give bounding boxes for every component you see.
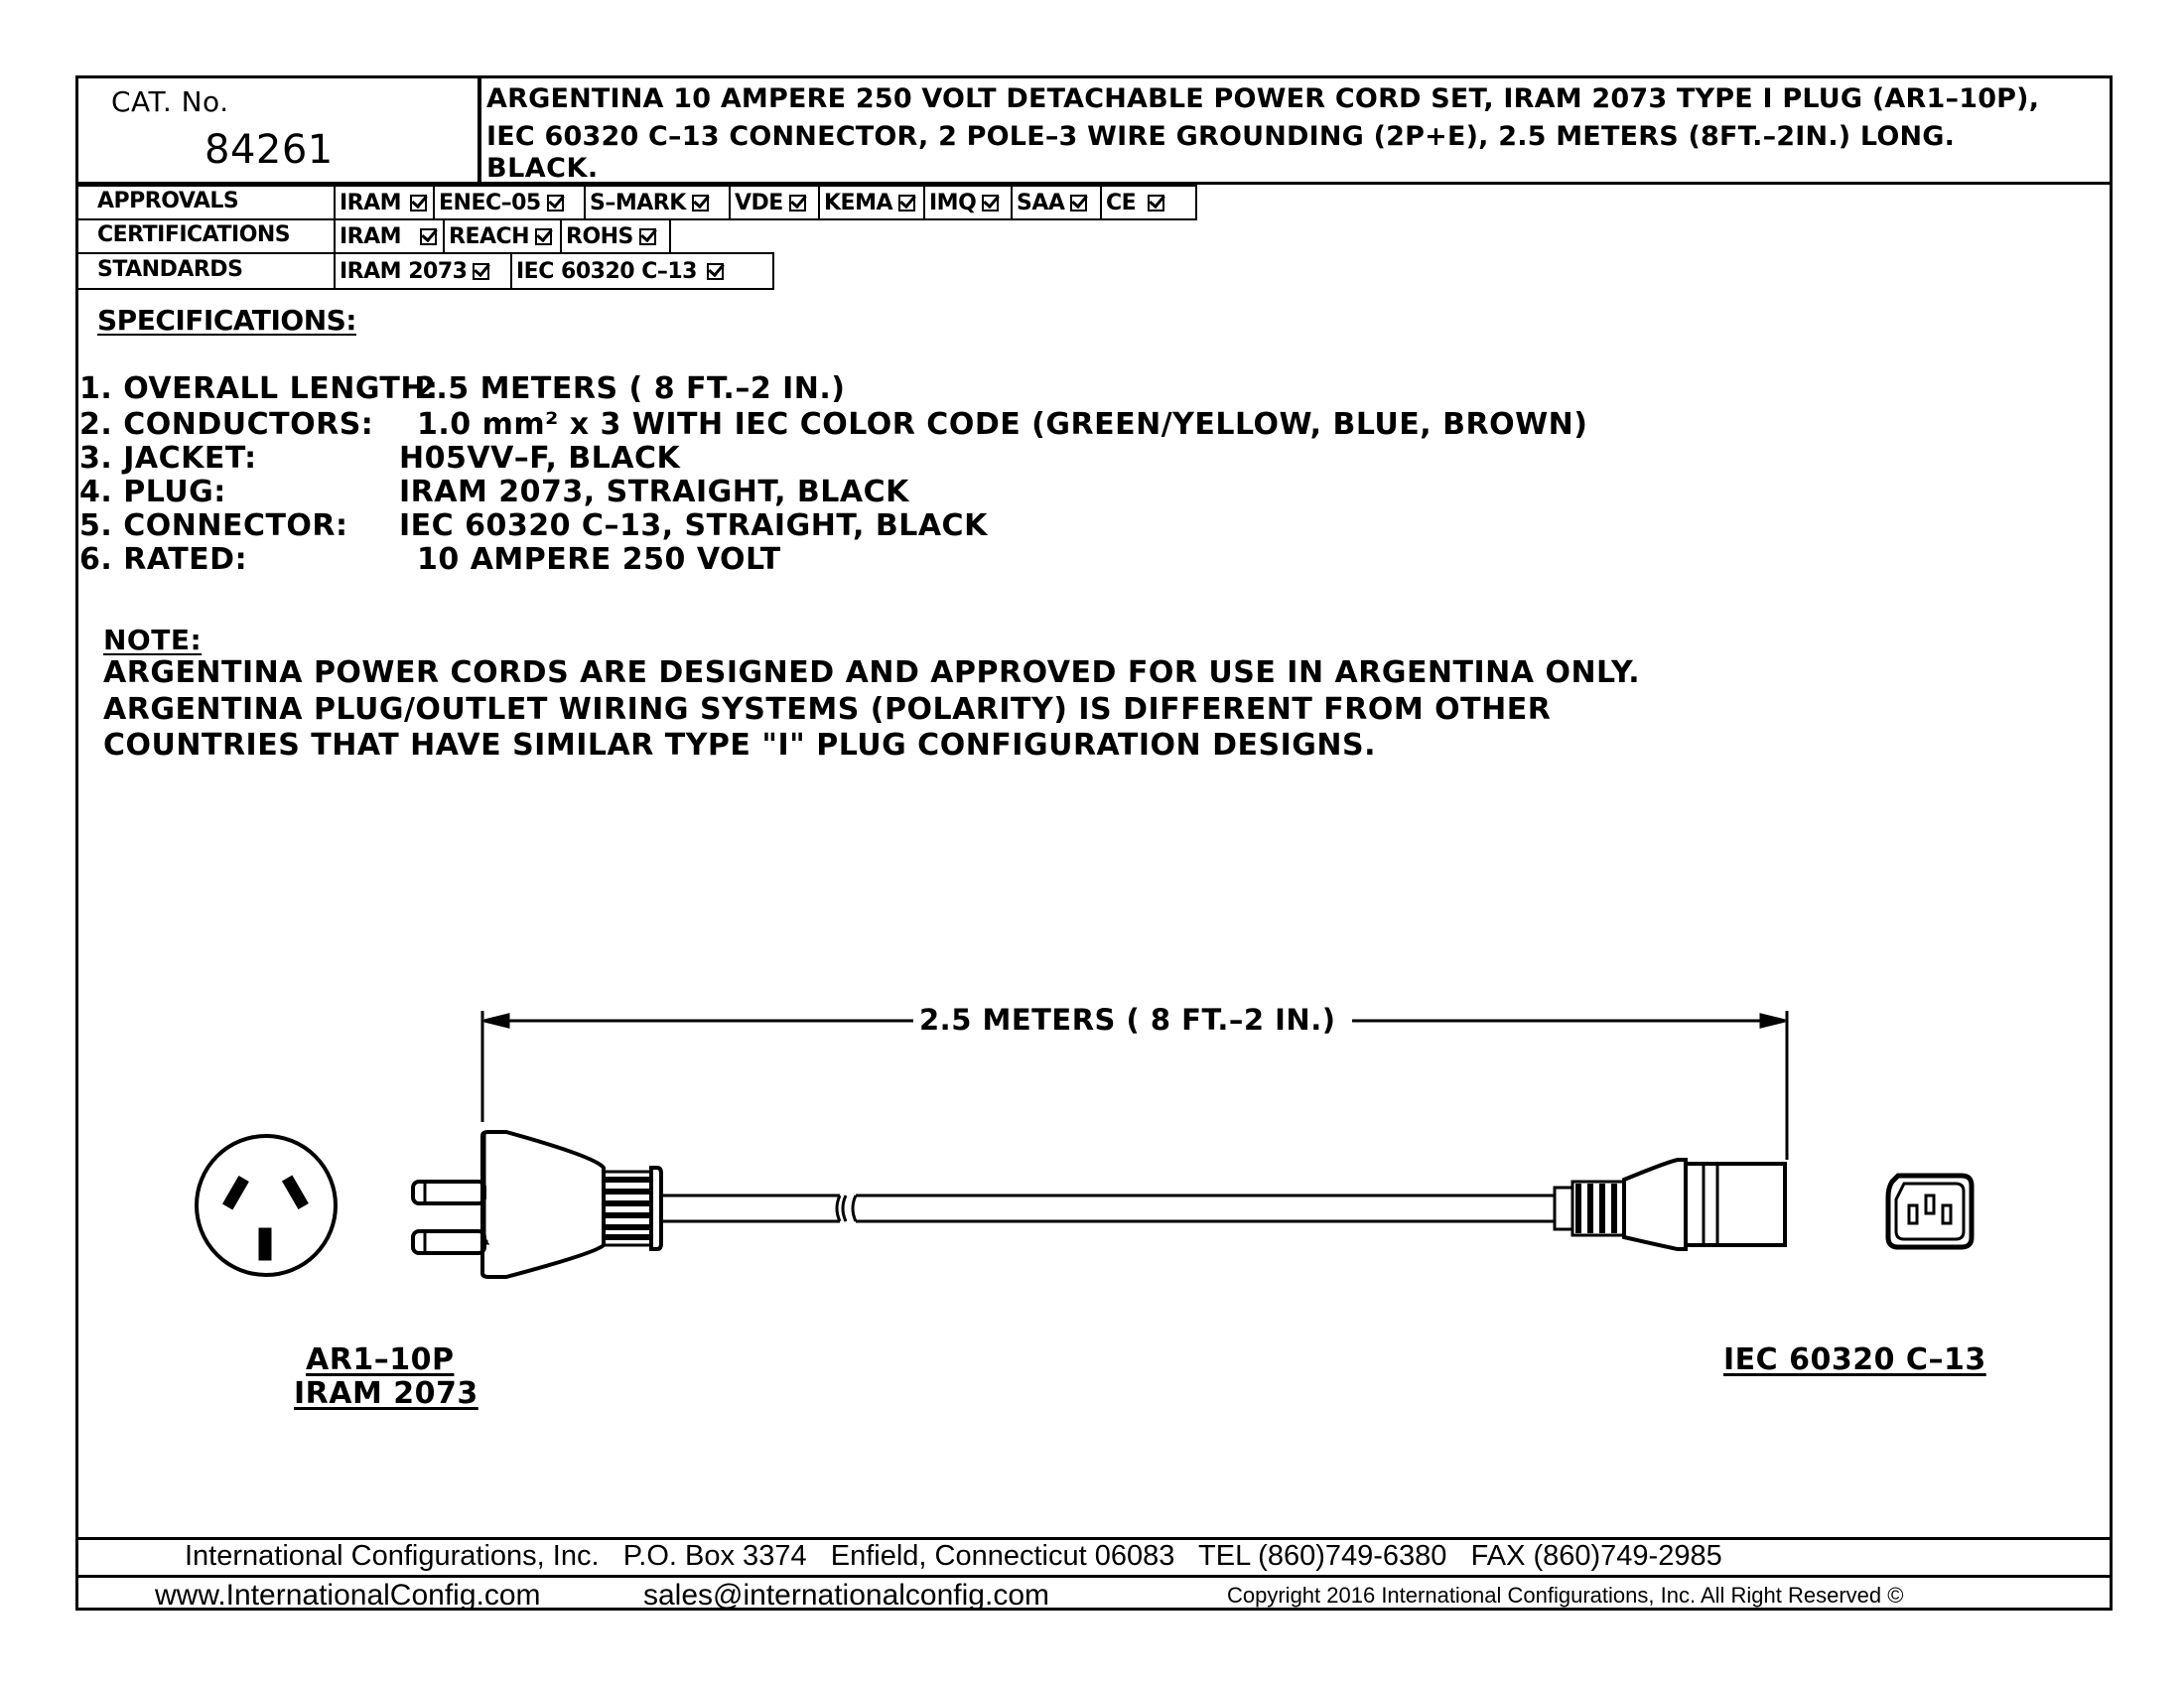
certification-iram: IRAM [336, 220, 445, 252]
approval-kema: KEMA [820, 187, 925, 218]
note-line: COUNTRIES THAT HAVE SIMILAR TYPE "I" PLUG CONFIGURATION DESIGNS. [103, 728, 1377, 763]
description-line-3: BLACK. [486, 153, 599, 184]
note-line: ARGENTINA PLUG/OUTLET WIRING SYSTEMS (POLARITY) IS DIFFERENT FROM OTHER [103, 692, 1552, 727]
standard-iec-60320: IEC 60320 C–13 [512, 254, 770, 288]
certification-rohs: ROHS [562, 220, 661, 252]
dimension-label: 2.5 METERS ( 8 FT.–2 IN.) [919, 1003, 1336, 1037]
spec-value: H05VV–F, BLACK [399, 441, 681, 476]
arrow-left-icon [484, 1015, 508, 1027]
connector-strain-relief [1555, 1188, 1572, 1229]
description-line-1: ARGENTINA 10 AMPERE 250 VOLT DETACHABLE POWER CORD SET, IRAM 2073 TYPE I PLUG (AR1–10P), [486, 83, 2040, 114]
spec-value: IEC 60320 C–13, STRAIGHT, BLACK [399, 508, 988, 543]
approval-ce: CE [1102, 187, 1191, 218]
specifications-title: SPECIFICATIONS: [97, 304, 356, 337]
connector-label: IEC 60320 C–13 [1723, 1342, 1986, 1377]
note-line: ARGENTINA POWER CORDS ARE DESIGNED AND APPROVED FOR USE IN ARGENTINA ONLY. [103, 655, 1641, 690]
spec-value: IRAM 2073, STRAIGHT, BLACK [399, 475, 909, 509]
certification-reach: REACH [445, 220, 562, 252]
spec-label: 2. CONDUCTORS: [79, 407, 374, 442]
approvals-label: APPROVALS [97, 189, 239, 213]
spec-value: 2.5 METERS ( 8 FT.–2 IN.) [415, 371, 846, 406]
standard-iram-2073: IRAM 2073 [336, 254, 512, 288]
footer-copyright: Copyright 2016 International Configurations, Inc. All Right Reserved © [1227, 1583, 1904, 1608]
approval-saa: SAA [1013, 187, 1102, 218]
approval-imq: IMQ [925, 187, 1013, 218]
spec-label: 4. PLUG: [79, 475, 226, 509]
approval-vde: VDE [731, 187, 820, 218]
spec-value: 1.0 mm² x 3 WITH IEC COLOR CODE (GREEN/YELLOW, BLUE, BROWN) [417, 407, 1588, 442]
connector-face-icon [1888, 1176, 1972, 1247]
plug-label-line-1: AR1–10P [306, 1342, 455, 1377]
spec-label: 3. JACKET: [79, 441, 257, 476]
note-title: NOTE: [103, 624, 203, 656]
standards-label: STANDARDS [97, 257, 243, 282]
approval-s-mark: S–MARK [586, 187, 731, 218]
cat-number: 84261 [205, 127, 334, 173]
approval-enec: ENEC–05 [435, 187, 586, 218]
certifications-label: CERTIFICATIONS [97, 222, 291, 247]
connector-body-icon [1624, 1160, 1686, 1249]
spec-label: 1. OVERALL LENGTH: [79, 371, 439, 406]
arrow-right-icon [1761, 1015, 1785, 1027]
description-line-2: IEC 60320 C–13 CONNECTOR, 2 POLE–3 WIRE GROUNDING (2P+E), 2.5 METERS (8FT.–2IN.) LONG. [486, 121, 1956, 152]
footer-email[interactable]: sales@internationalconfig.com [643, 1579, 1049, 1612]
plug-label-line-2: IRAM 2073 [294, 1376, 478, 1411]
spec-label: 5. CONNECTOR: [79, 508, 348, 543]
spec-value: 10 AMPERE 250 VOLT [417, 542, 781, 577]
footer-company-line: International Configurations, Inc. P.O. Box 3374 Enfield, Connecticut 06083 TEL (860)749-6380 FAX (860)749-2985 [185, 1540, 1722, 1572]
footer-website[interactable]: www.InternationalConfig.com [155, 1579, 541, 1612]
spec-label: 6. RATED: [79, 542, 248, 577]
cat-label: CAT. No. [111, 85, 229, 118]
approval-iram: IRAM [336, 187, 435, 218]
